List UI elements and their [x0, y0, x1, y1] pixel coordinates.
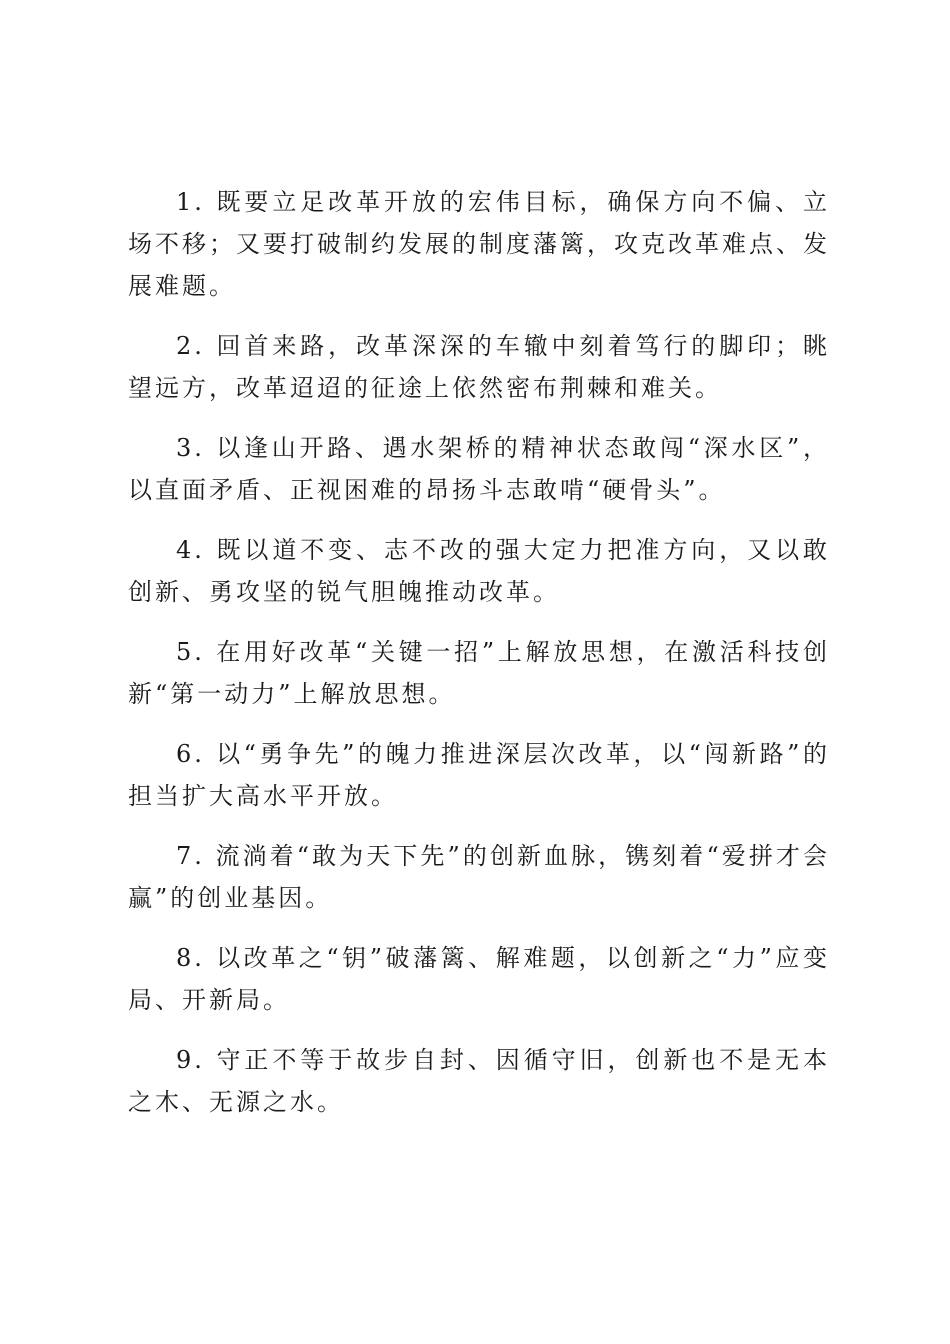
paragraph-1: 1. 既要立足改革开放的宏伟目标，确保方向不偏、立场不移；又要打破制约发展的制度藩篱，攻克改革难点、发展难题。	[128, 188, 830, 300]
paragraph-3: 3. 以逢山开路、遇水架桥的精神状态敢闯“深水区”， 以直面矛盾、正视困难的昂扬斗志敢啃“硬骨头”。	[128, 434, 830, 504]
paragraph-6: 6. 以“勇争先”的魄力推进深层次改革，以“闯新路”的担当扩大高水平开放。	[128, 740, 830, 810]
paragraph-4: 4. 既以道不变、志不改的强大定力把准方向，又以敢创新、勇攻坚的锐气胆魄推动改革。	[128, 536, 830, 606]
document-body	[128, 181, 830, 1141]
paragraph-5: 5. 在用好改革“关键一招”上解放思想，在激活科技创新“第一动力”上解放思想。	[128, 638, 830, 708]
paragraph-8: 8. 以改革之“钥”破藩篱、解难题，以创新之“力”应变局、开新局。	[128, 944, 830, 1014]
paragraph-2: 2. 回首来路，改革深深的车辙中刻着笃行的脚印；眺望远方，改革迢迢的征途上依然密布荆棘和难关。	[128, 332, 830, 402]
paragraph-7: 7. 流淌着“敢为天下先”的创新血脉，镌刻着“爱拼才会赢”的创业基因。	[128, 842, 830, 912]
paragraph-9: 9. 守正不等于故步自封、因循守旧，创新也不是无本之木、无源之水。	[128, 1046, 830, 1116]
